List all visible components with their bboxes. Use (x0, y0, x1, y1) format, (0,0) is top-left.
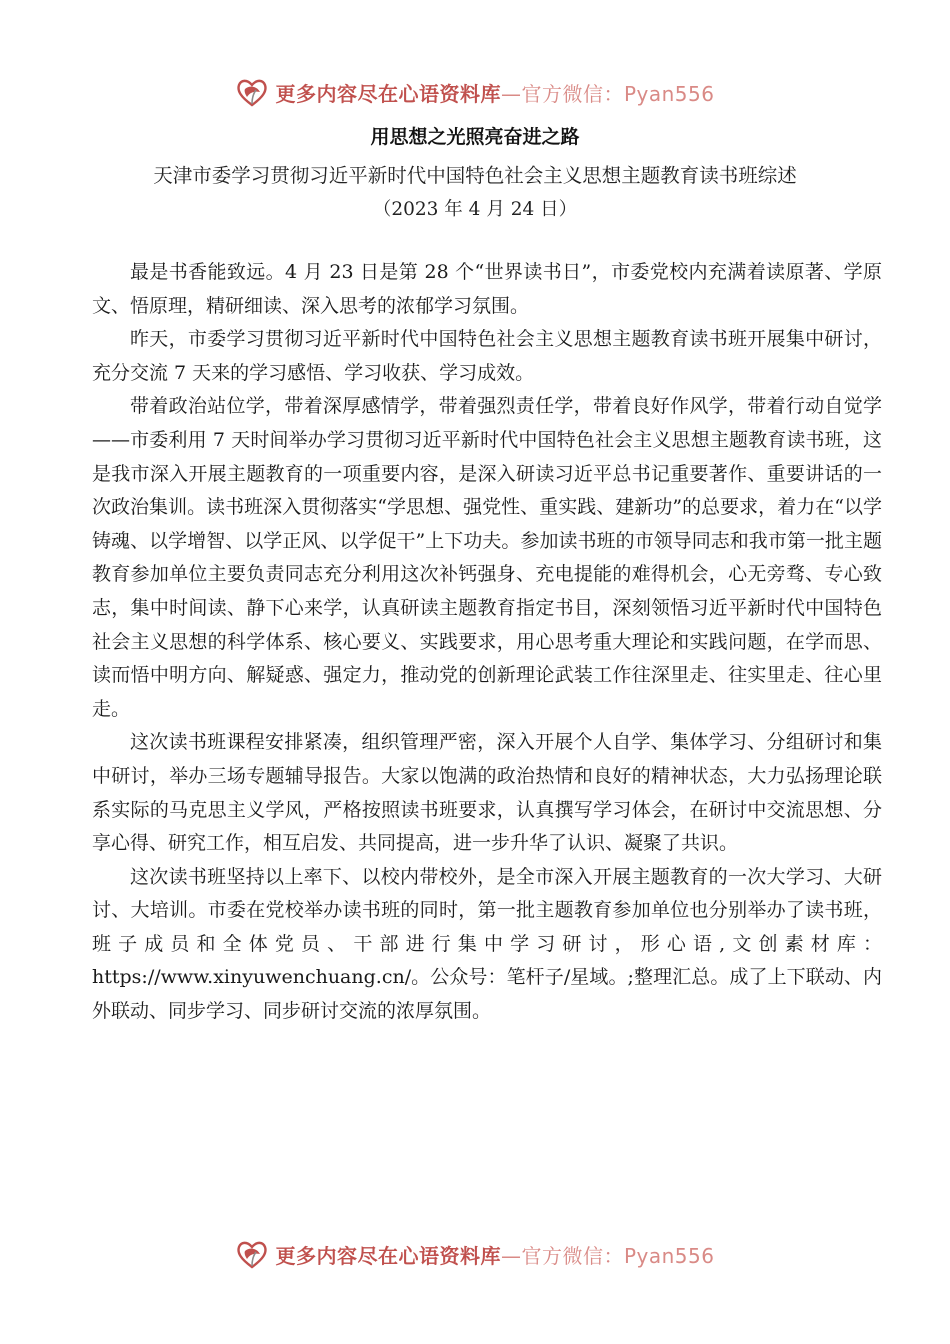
article-date: （2023 年 4 月 24 日） (372, 199, 578, 220)
header-banner (0, 72, 950, 112)
banner-sub-text: —官方微信：Pyan556 (500, 1243, 715, 1268)
paragraph-4: 这次读书班课程安排紧凑，组织管理严密，深入开展个人自学、集体学习、分组研讨和集中研讨，举办三场专题辅导报告。大家以饱满的政治热情和良好的精神状态，大力弘扬理论联系实际的马克思主义学风，严格按照读书班要求，认真撰写学习体会，在研讨中交流思想、分享心得、研究工作，相互启发、共同提高，进一步升华了认识、凝聚了共识。 (92, 731, 882, 855)
paragraph-2: 昨天，市委学习贯彻习近平新时代中国特色社会主义思想主题教育读书班开展集中研讨，充分交流 7 天来的学习感悟、学习收获、学习成效。 (92, 328, 882, 384)
footer-banner (0, 1234, 950, 1274)
heart-leaf-logo-icon (235, 75, 269, 109)
article-title: 用思想之光照亮奋进之路 (370, 126, 580, 148)
paragraph-1: 最是书香能致远。4 月 23 日是第 28 个“世界读书日”，市委党校内充满着读原著、学原文、悟原理，精研细读、深入思考的浓郁学习氛围。 (92, 261, 882, 317)
paragraph-5: 这次读书班坚持以上率下、以校内带校外，是全市深入开展主题教育的一次大学习、大研讨、大培训。市委在党校举办读书班的同时，第一批主题教育参加单位也分别举办了读书班，班子成员和全体党员、干部进行集中学习研讨，形心语,文创素材库：https://www.xinyuwenchuang.cn/。公众号：笔杆子/星域。;整理汇总。成了上下联动、内外联动、同步学习、同步研讨交流的浓厚氛围。 (92, 865, 882, 1023)
banner-sub-text: —官方微信：Pyan556 (500, 81, 715, 106)
paragraph-3: 带着政治站位学，带着深厚感情学，带着强烈责任学，带着良好作风学，带着行动自觉学——市委利用 7 天时间举办学习贯彻习近平新时代中国特色社会主义思想主题教育读书班，这是我市深入开展主题教育的一项重要内容，是深入研读习近平总书记重要著作、重要讲话的一次政治集训。读书班深入贯彻落实“学思想、强党性、重实践、建新功”的总要求，着力在“以学铸魂、以学增智、以学正风、以学促干”上下功夫。参加读书班的市领导同志和我市第一批主题教育参加单位主要负责同志充分利用这次补钙强身、充电提能的难得机会，心无旁骛、专心致志，集中时间读、静下心来学，认真研读主题教育指定书目，深刻领悟习近平新时代中国特色社会主义思想的科学体系、核心要义、实践要求，用心思考重大理论和实践问题，在学而思、读而悟中明方向、解疑惑、强定力，推动党的创新理论武装工作往深里走、往实里走、往心里走。 (92, 395, 882, 720)
banner-main-text: 更多内容尽在心语资料库 (275, 81, 501, 106)
heart-leaf-logo-icon (235, 1237, 269, 1271)
banner-text (275, 1240, 714, 1269)
banner-main-text: 更多内容尽在心语资料库 (275, 1243, 501, 1268)
banner-text (275, 78, 714, 107)
article-body (92, 256, 882, 1029)
article-subtitle: 天津市委学习贯彻习近平新时代中国特色社会主义思想主题教育读书班综述 (153, 164, 797, 187)
